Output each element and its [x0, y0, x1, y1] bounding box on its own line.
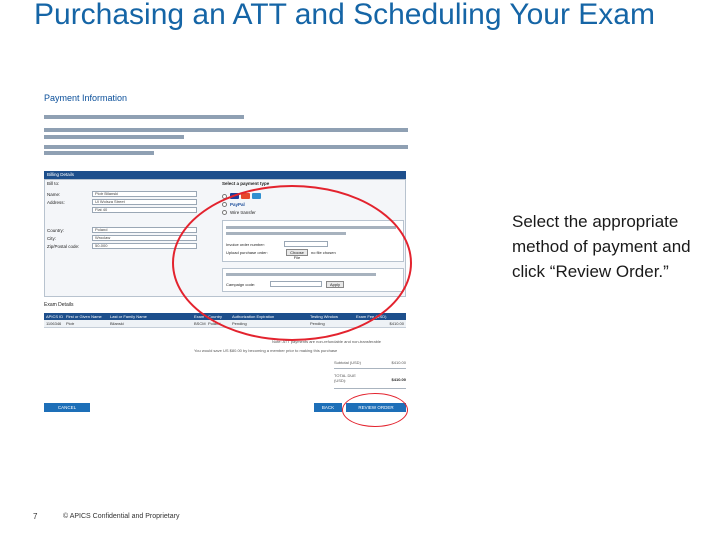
name-field[interactable]: Piotr Bilanski — [92, 191, 197, 197]
no-file-label: no file chosen — [311, 250, 336, 255]
cancel-button[interactable]: CANCEL — [44, 403, 90, 412]
divider — [334, 368, 406, 369]
select-payment-label: Select a payment type — [222, 181, 270, 186]
country-select[interactable]: Poland — [92, 227, 197, 233]
table-header-cell: Exam — [194, 314, 205, 319]
payment-highlight-circle — [172, 185, 412, 341]
page-number: 7 — [33, 512, 38, 521]
table-cell: Poland — [208, 321, 221, 326]
table-header-cell: Testing Window — [310, 314, 339, 319]
apply-button[interactable]: Apply — [326, 281, 344, 288]
review-highlight-circle — [342, 393, 408, 427]
billing-details-bar: Billing Details — [44, 171, 406, 179]
table-header-cell: APICS ID — [46, 314, 64, 319]
subtotal-label: Subtotal (USD) — [334, 360, 361, 365]
invoice-label: Invoice order number: — [226, 242, 265, 247]
text-line — [44, 151, 154, 155]
back-button[interactable]: BACK — [314, 403, 342, 412]
text-line — [44, 145, 408, 149]
table-header-cell: Exam Fee (USD) — [356, 314, 387, 319]
review-order-button[interactable]: REVIEW ORDER — [346, 403, 406, 412]
table-header-cell: First or Given Name — [66, 314, 102, 319]
zip-label: Zip/Postal code: — [47, 244, 80, 249]
table-cell: $410.00 — [389, 321, 404, 326]
paypal-label: PayPal — [230, 202, 245, 207]
exam-details-label: Exam Details — [44, 302, 74, 308]
country-label: Country: — [47, 228, 65, 233]
text-line — [44, 128, 408, 132]
name-label: Name: — [47, 192, 61, 197]
address-label: Address: — [47, 200, 65, 205]
payment-heading: Payment Information — [44, 93, 128, 103]
refund-note: Note: ATT payments are non-refundable and non-transferable — [272, 339, 382, 344]
table-cell: 1106346 — [46, 321, 62, 326]
table-cell: Pending — [232, 321, 247, 326]
total-value: $410.00 — [391, 377, 406, 382]
table-cell: Piotr — [66, 321, 75, 326]
promo-label: Campaign code: — [226, 282, 256, 287]
text-line — [44, 115, 244, 119]
zip-field[interactable]: 50-000 — [92, 243, 197, 249]
city-field[interactable]: Wroclaw — [92, 235, 197, 241]
table-header-cell: Country — [208, 314, 223, 319]
upload-label: Upload purchase order: — [226, 250, 268, 255]
footer-copyright: © APICS Confidential and Proprietary — [63, 513, 180, 520]
address-line2-field[interactable]: Flat 40 — [92, 207, 197, 213]
bill-to-label: Bill to: — [47, 181, 60, 186]
wire-label: Wire transfer — [230, 210, 256, 215]
table-cell: BSCM — [194, 321, 206, 326]
choose-file-button[interactable]: Choose File — [286, 249, 308, 256]
table-cell: Pending — [310, 321, 325, 326]
slide-title: Purchasing an ATT and Scheduling Your Exam — [34, 0, 655, 31]
total-label: TOTAL DUE (USD): — [334, 373, 356, 383]
instruction-callout: Select the appropriate method of payment and click “Review Order.” — [512, 212, 691, 281]
subtotal-value: $410.00 — [391, 360, 406, 365]
table-header-cell: Last or Family Name — [110, 314, 147, 319]
city-label: City: — [47, 236, 56, 241]
text-line — [44, 135, 184, 139]
table-header-cell: Authorization Expiration — [232, 314, 275, 319]
table-cell: Bilanski — [110, 321, 124, 326]
address-line1-field[interactable]: Ul Wolsza Street — [92, 199, 197, 205]
membership-note: You would save US $80.00 by becoming a member prior to making this purchase — [194, 348, 338, 353]
divider — [334, 388, 406, 389]
